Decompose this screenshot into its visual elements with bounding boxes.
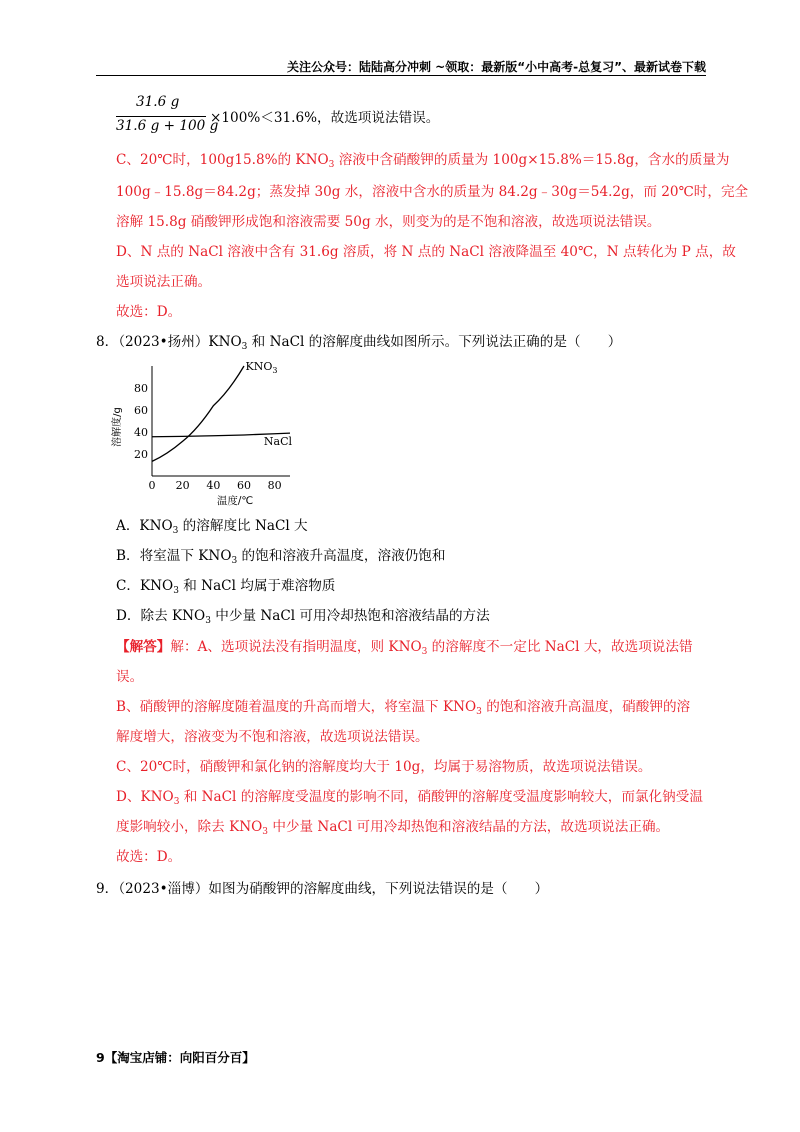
q8-answer-b2: 解度增大，溶液变为不饱和溶液，故选项说法错误。 (116, 729, 429, 745)
page-footer: 9【淘宝店铺：向阳百分百】 (96, 1050, 255, 1065)
prev-answer-c1: C、20℃时，100g15.8%的 $KNO_3$ 溶液中含硝酸钾的质量为 100g×15.8%＝15.8g，含水的质量为 (116, 152, 730, 170)
prev-answer-c3: 溶解 15.8g 硝酸钾形成饱和溶液需要 50g 水，则变为的是不饱和溶液，故选项说法错误。 (116, 214, 661, 230)
q8-option-c: C．$KNO_3$ 和 NaCl 均属于难溶物质 (116, 578, 336, 596)
q8-answer-a1: 【解答】解：A、选项说法没有指明温度，则 $KNO_3$ 的溶解度不一定比 NaCl 大，故选项说法错 (116, 639, 693, 657)
x-tick-label: 0 (148, 479, 156, 492)
prev-answer-d1: D、N 点的 NaCl 溶液中含有 31.6g 溶质，将 N 点的 NaCl 溶液降温至 40℃，N 点转化为 P 点，故 (116, 244, 736, 260)
prev-answer-d2: 选项说法正确。 (116, 274, 212, 290)
prev-answer-conclusion: 故选：D。 (116, 304, 182, 320)
q8-answer-d2: 度影响较小，除去 $KNO_3$ 中少量 NaCl 可用冷却热饱和溶液结晶的方法，故选项说法正确。 (116, 819, 670, 837)
q8-answer-c1: C、20℃时，硝酸钾和氯化钠的溶解度均大于 10g，均属于易溶物质，故选项说法错误。 (116, 759, 652, 775)
q8-option-d: D．除去 $KNO_3$ 中少量 NaCl 可用冷却热饱和溶液结晶的方法 (116, 608, 490, 626)
y-axis-label: 溶解度/g (112, 407, 123, 447)
legend-label-subscript: 3 (272, 366, 278, 375)
q8-option-a: A．$KNO_3$ 的溶解度比 NaCl 大 (116, 518, 308, 536)
q8-answer-d1: D、$KNO_3$ 和 NaCl 的溶解度受温度的影响不同，硝酸钾的溶解度受温度影响较大，而氯化钠受温 (116, 789, 703, 807)
legend-label-nacl: NaCl (263, 435, 293, 449)
fraction-rest: ×100%＜31.6%，故选项说法错误。 (210, 110, 440, 126)
legend-label-kno3: $KNO_3$ (245, 360, 278, 375)
y-tick-label: 20 (134, 448, 148, 461)
x-tick-label: 20 (175, 479, 190, 492)
prev-answer-c2: 100g﹣15.8g＝84.2g；蒸发掉 30g 水，溶液中含水的质量为 84.2g﹣30g＝54.2g，而 20℃时，完全 (116, 184, 749, 200)
x-tick-label: 60 (237, 479, 251, 492)
page-header: 关注公众号：陆陆高分冲刺 ~领取：最新版“小中高考-总复习”、最新试卷下载 (287, 60, 706, 74)
y-tick-label: 80 (134, 382, 148, 395)
fraction-denominator: 31.6 g + 100 g (116, 118, 219, 134)
x-tick-label: 40 (206, 479, 221, 492)
q8-answer-a2: 误。 (116, 669, 144, 685)
q9-stem: 9．（2023•淄博）如图为硝酸钾的溶解度曲线，下列说法错误的是（ ） (96, 881, 549, 897)
answer-tag: 【解答】 (116, 639, 171, 655)
x-axis-label: 温度/℃ (216, 495, 254, 507)
header-rule (96, 75, 706, 76)
q8-option-b: B．将室温下 $KNO_3$ 的饱和溶液升高温度，溶液仍饱和 (116, 548, 446, 566)
q8-answer-b1: B、硝酸钾的溶解度随着温度的升高而增大，将室温下 $KNO_3$ 的饱和溶液升高温度，硝酸钾的溶 (116, 699, 691, 717)
y-tick-label: 60 (134, 404, 148, 417)
fraction-bar (116, 116, 206, 117)
solubility-chart (106, 360, 296, 507)
q8-answer-conclusion: 故选：D。 (116, 849, 182, 865)
x-tick-label: 80 (267, 479, 282, 492)
q8-stem: 8．（2023•扬州）$KNO_3$ 和 NaCl 的溶解度曲线如图所示。下列说法正确的是（ ） (96, 334, 622, 352)
series-line-kno3 (152, 366, 244, 461)
y-tick-label: 40 (134, 426, 148, 439)
fraction-numerator: 31.6 g (136, 94, 180, 110)
